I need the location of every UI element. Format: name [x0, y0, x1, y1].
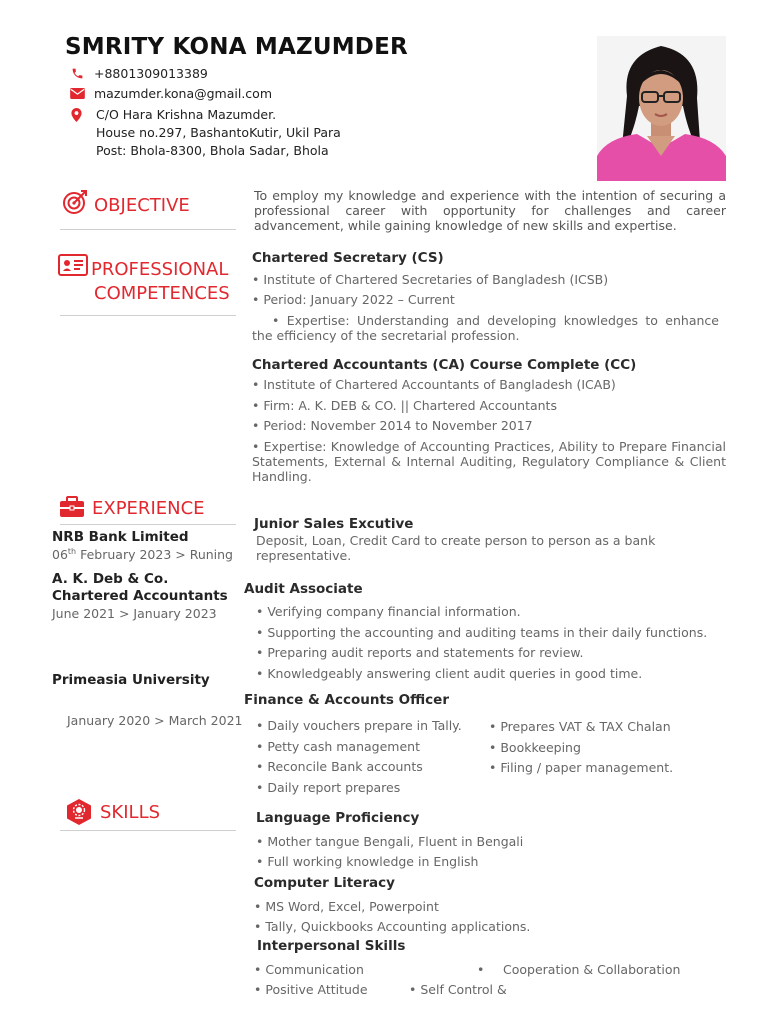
ca-item-3: • Period: November 2014 to November 2017	[252, 418, 533, 433]
audit-item-3: • Preparing audit reports and statements for review.	[256, 645, 584, 660]
experience-divider	[60, 524, 236, 525]
jse-heading: Junior Sales Excutive	[254, 516, 414, 532]
cs-item-1: • Institute of Chartered Secretaries of Bangladesh (ICSB)	[252, 272, 609, 287]
objective-divider	[60, 229, 236, 230]
phone-row	[68, 66, 208, 81]
skills-title: SKILLS	[100, 802, 161, 823]
ca-item-4: • Expertise: Knowledge of Accounting Practices, Ability to Prepare Financial Statements, External & Internal Auditing, Regulatory Compliance & Client Handling.	[252, 439, 726, 484]
inter-col1-item-2: • Positive Attitude	[254, 982, 368, 997]
competences-divider	[60, 315, 236, 316]
inter-heading: Interpersonal Skills	[257, 938, 406, 954]
ca-item-2: • Firm: A. K. DEB & CO. || Chartered Accountants	[252, 398, 557, 413]
briefcase-icon	[59, 496, 85, 522]
fin-col1-item-3: • Reconcile Bank accounts	[256, 759, 423, 774]
location-pin-icon	[71, 107, 82, 126]
cs-item-2: • Period: January 2022 – Current	[252, 292, 455, 307]
email-icon	[68, 88, 86, 99]
audit-item-1: • Verifying company financial information.	[256, 604, 521, 619]
akdeb-org-line2: Chartered Accountants	[52, 588, 228, 604]
phone-icon	[68, 67, 86, 80]
inter-col1-item-1: • Communication	[254, 962, 364, 977]
comp-item-2: • Tally, Quickbooks Accounting applications.	[254, 919, 531, 934]
uni-date: January 2020 > March 2021	[67, 713, 243, 728]
address-line-3: Post: Bhola-8300, Bhola Sadar, Bhola	[96, 143, 329, 158]
fin-col1-item-1: • Daily vouchers prepare in Tally.	[256, 718, 462, 733]
competences-title-line1: PROFESSIONAL	[91, 259, 229, 280]
target-icon	[62, 189, 88, 219]
nrb-date-sup: th	[67, 547, 77, 556]
fin-col2-item-2: • Bookkeeping	[489, 740, 581, 755]
akdeb-date: June 2021 > January 2023	[52, 606, 217, 621]
audit-heading: Audit Associate	[244, 581, 363, 597]
email-address: mazumder.kona@gmail.com	[94, 86, 272, 101]
certificate-icon	[58, 254, 88, 280]
nrb-org: NRB Bank Limited	[52, 529, 189, 545]
audit-item-2: • Supporting the accounting and auditing teams in their daily functions.	[256, 625, 708, 640]
uni-org: Primeasia University	[52, 672, 210, 688]
competences-title-line2: COMPETENCES	[94, 283, 230, 304]
akdeb-org-line1: A. K. Deb & Co.	[52, 571, 169, 587]
nrb-date-rest: February 2023 > Runing	[76, 547, 233, 563]
address-line-2: House no.297, BashantoKutir, Ukil Para	[96, 125, 341, 140]
comp-item-1: • MS Word, Excel, Powerpoint	[254, 899, 439, 914]
profile-photo	[597, 36, 726, 181]
fin-col2-item-1: • Prepares VAT & TAX Chalan	[489, 719, 671, 734]
fin-heading: Finance & Accounts Officer	[244, 692, 449, 708]
inter-col2-item-1: Cooperation & Collaboration	[503, 962, 681, 977]
inter-col2-item-2: • Self Control &	[409, 982, 507, 997]
objective-title: OBJECTIVE	[94, 195, 190, 216]
nrb-date	[52, 547, 233, 562]
objective-text: To employ my knowledge and experience with the intention of securing a professional career with opportunity for challenges and career advancement, while gaining knowledge of new skills and expertise.	[254, 188, 726, 233]
fin-col1-item-4: • Daily report prepares	[256, 780, 401, 795]
email-row	[68, 86, 272, 101]
experience-title: EXPERIENCE	[92, 498, 205, 519]
inter-col2-bullet: •	[477, 962, 485, 977]
phone-number: +8801309013389	[94, 66, 208, 81]
candidate-name: SMRITY KONA MAZUMDER	[65, 34, 408, 60]
cs-item-3-text: • Expertise: Understanding and developing knowledges to enhance the efficiency of the secretarial profession.	[252, 313, 719, 343]
address-line-1: C/O Hara Krishna Mazumder.	[96, 107, 277, 122]
lang-item-1: • Mother tangue Bengali, Fluent in Bengali	[256, 834, 524, 849]
fin-col1-item-2: • Petty cash management	[256, 739, 420, 754]
ca-heading: Chartered Accountants (CA) Course Complete (CC)	[252, 357, 637, 373]
lang-item-2: • Full working knowledge in English	[256, 854, 479, 869]
audit-item-4: • Knowledgeably answering client audit queries in good time.	[256, 666, 643, 681]
skills-divider	[60, 830, 236, 831]
ca-item-1: • Institute of Chartered Accountants of Bangladesh (ICAB)	[252, 377, 616, 392]
skills-hexagon-icon	[66, 798, 92, 830]
jse-text: Deposit, Loan, Credit Card to create person to person as a bank representative.	[256, 533, 656, 563]
cs-item-3	[252, 313, 719, 343]
comp-heading: Computer Literacy	[254, 875, 395, 891]
fin-col2-item-3: • Filing / paper management.	[489, 760, 674, 775]
cs-heading: Chartered Secretary (CS)	[252, 250, 444, 266]
nrb-date-day: 06	[52, 547, 68, 563]
lang-heading: Language Proficiency	[256, 810, 420, 826]
